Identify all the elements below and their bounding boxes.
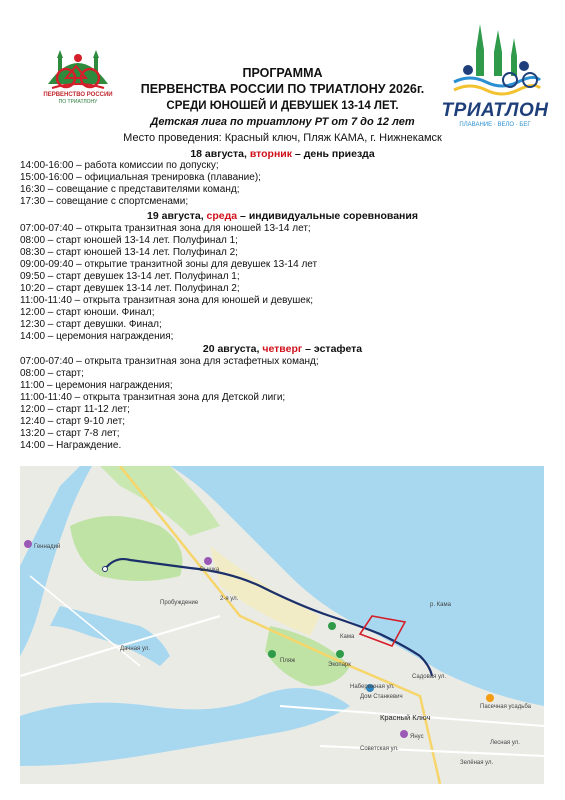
label-krasny-klyuch: Красный Ключ <box>380 713 431 722</box>
page-subtitle: ПЕРВЕНСТВА РОССИИ ПО ТРИАТЛОНУ 2026г. <box>140 82 425 96</box>
label-yanus: Янус <box>410 734 424 740</box>
day-suffix: – день приезда <box>292 148 375 160</box>
page-league: Детская лига по триатлону РТ от 7 до 12 лет <box>150 116 415 128</box>
label-pasechnaya: Пасечная усадьба <box>480 704 532 710</box>
schedule-item: 14:00 – церемония награждения; <box>20 331 174 342</box>
schedule-item: 14:00-16:00 – работа комиссии по допуску; <box>20 160 219 171</box>
label-kama: Кама <box>340 634 355 640</box>
day-heading-2 <box>0 210 565 222</box>
label-probuzhdenie: Пробуждение <box>160 600 199 606</box>
schedule-item: 11:00-11:40 – открыта транзитная зона для Детской лиги; <box>20 392 286 403</box>
logo-right-word: ТРИАТЛОН <box>441 100 549 121</box>
schedule-item: 16:30 – совещание с представителями команд; <box>20 184 240 195</box>
day-date: 18 августа, <box>190 148 250 160</box>
label-zelenaya: Зелёная ул. <box>460 760 494 766</box>
logo-right-sports: ПЛАВАНИЕ · ВЕЛО · БЕГ <box>459 122 531 128</box>
label-dom-stankevich: Дом Станкевич <box>360 694 403 700</box>
schedule-item: 14:00 – Награждение. <box>20 440 122 451</box>
schedule-item: 07:00-07:40 – открыта транзитная зона для эстафетных команд; <box>20 356 319 367</box>
day-heading-3 <box>0 343 565 355</box>
label-lesnaya: Лесная ул. <box>490 740 520 746</box>
poi-vyshka-icon[interactable] <box>204 557 212 565</box>
venue-map[interactable] <box>20 466 544 784</box>
day-suffix: – эстафета <box>302 343 363 355</box>
logo-left-line1: ПЕРВЕНСТВО РОССИИ <box>43 92 113 98</box>
label-kama-river: р. Кама <box>430 602 451 608</box>
schedule-item: 09:50 – старт девушек 13-14 лет. Полуфинал 1; <box>20 271 240 282</box>
schedule-item: 12:40 – старт 9-10 лет; <box>20 416 126 427</box>
page-venue: Место проведения: Красный ключ, Пляж КАМА, г. Нижнекамск <box>123 132 442 144</box>
schedule-item: 13:20 – старт 7-8 лет; <box>20 428 120 439</box>
label-sovetskaya: Советская ул. <box>360 746 399 752</box>
schedule-item: 11:00 – церемония награждения; <box>20 380 173 391</box>
label-gennadiy: Геннадий <box>34 544 61 550</box>
schedule-item: 08:00 – старт юношей 13-14 лет. Полуфинал 1; <box>20 235 238 246</box>
schedule-item: 08:00 – старт; <box>20 368 84 379</box>
poi-kama-icon[interactable] <box>328 622 336 630</box>
day-date: 20 августа, <box>202 343 263 355</box>
day-weekday: вторник <box>249 148 293 160</box>
schedule-item: 10:20 – старт девушек 13-14 лет. Полуфинал 2; <box>20 283 240 294</box>
schedule-item: 08:30 – старт юношей 13-14 лет. Полуфинал 2; <box>20 247 238 258</box>
label-street2: 2-я ул. <box>220 596 239 602</box>
schedule-item: 12:00 – старт 11-12 лет; <box>20 404 130 415</box>
day-1-schedule <box>20 160 261 208</box>
label-plyazh: Пляж <box>280 658 296 664</box>
poi-yanus-icon[interactable] <box>400 730 408 738</box>
label-vyshka: Вышка <box>200 567 220 573</box>
day-heading-1 <box>0 148 565 160</box>
page-title: ПРОГРАММА <box>242 66 323 80</box>
day-weekday: четверг <box>262 343 303 355</box>
day-weekday: среда <box>206 210 238 222</box>
logo-left-line2: ПО ТРИАТЛОНУ <box>58 99 98 105</box>
schedule-item: 11:00-11:40 – открыта транзитная зона для юношей и девушек; <box>20 295 314 306</box>
label-dachnaya: Дачная ул. <box>120 646 150 652</box>
schedule-item: 17:30 – совещание с спортсменами; <box>20 196 189 207</box>
day-3-schedule <box>20 356 319 452</box>
poi-pasechnaya-icon[interactable] <box>486 694 494 702</box>
schedule-item: 12:00 – старт юноши. Финал; <box>20 307 155 318</box>
label-naberezhnaya: Набережная ул. <box>350 684 395 690</box>
poi-ekopark-icon[interactable] <box>336 650 344 658</box>
label-ekopark: Экопарк <box>328 662 351 668</box>
poi-plyazh-icon[interactable] <box>268 650 276 658</box>
poi-gennadiy-icon[interactable] <box>24 540 32 548</box>
schedule-item: 09:00-09:40 – открытие транзитной зоны для девушек 13-14 лет <box>20 259 318 270</box>
schedule-item: 15:00-16:00 – официальная тренировка (плавание); <box>20 172 261 183</box>
day-suffix: – индивидуальные соревнования <box>237 210 418 222</box>
map-canvas[interactable] <box>20 466 544 784</box>
schedule-item: 12:30 – старт девушки. Финал; <box>20 319 162 330</box>
day-2-schedule <box>20 223 317 343</box>
route-start-marker <box>103 567 108 572</box>
page-category: СРЕДИ ЮНОШЕЙ И ДЕВУШЕК 13-14 ЛЕТ. <box>166 100 399 112</box>
schedule-item: 07:00-07:40 – открыта транзитная зона для юношей 13-14 лет; <box>20 223 311 234</box>
day-date: 19 августа, <box>147 210 207 222</box>
label-sadovaya: Садовая ул. <box>412 674 446 680</box>
